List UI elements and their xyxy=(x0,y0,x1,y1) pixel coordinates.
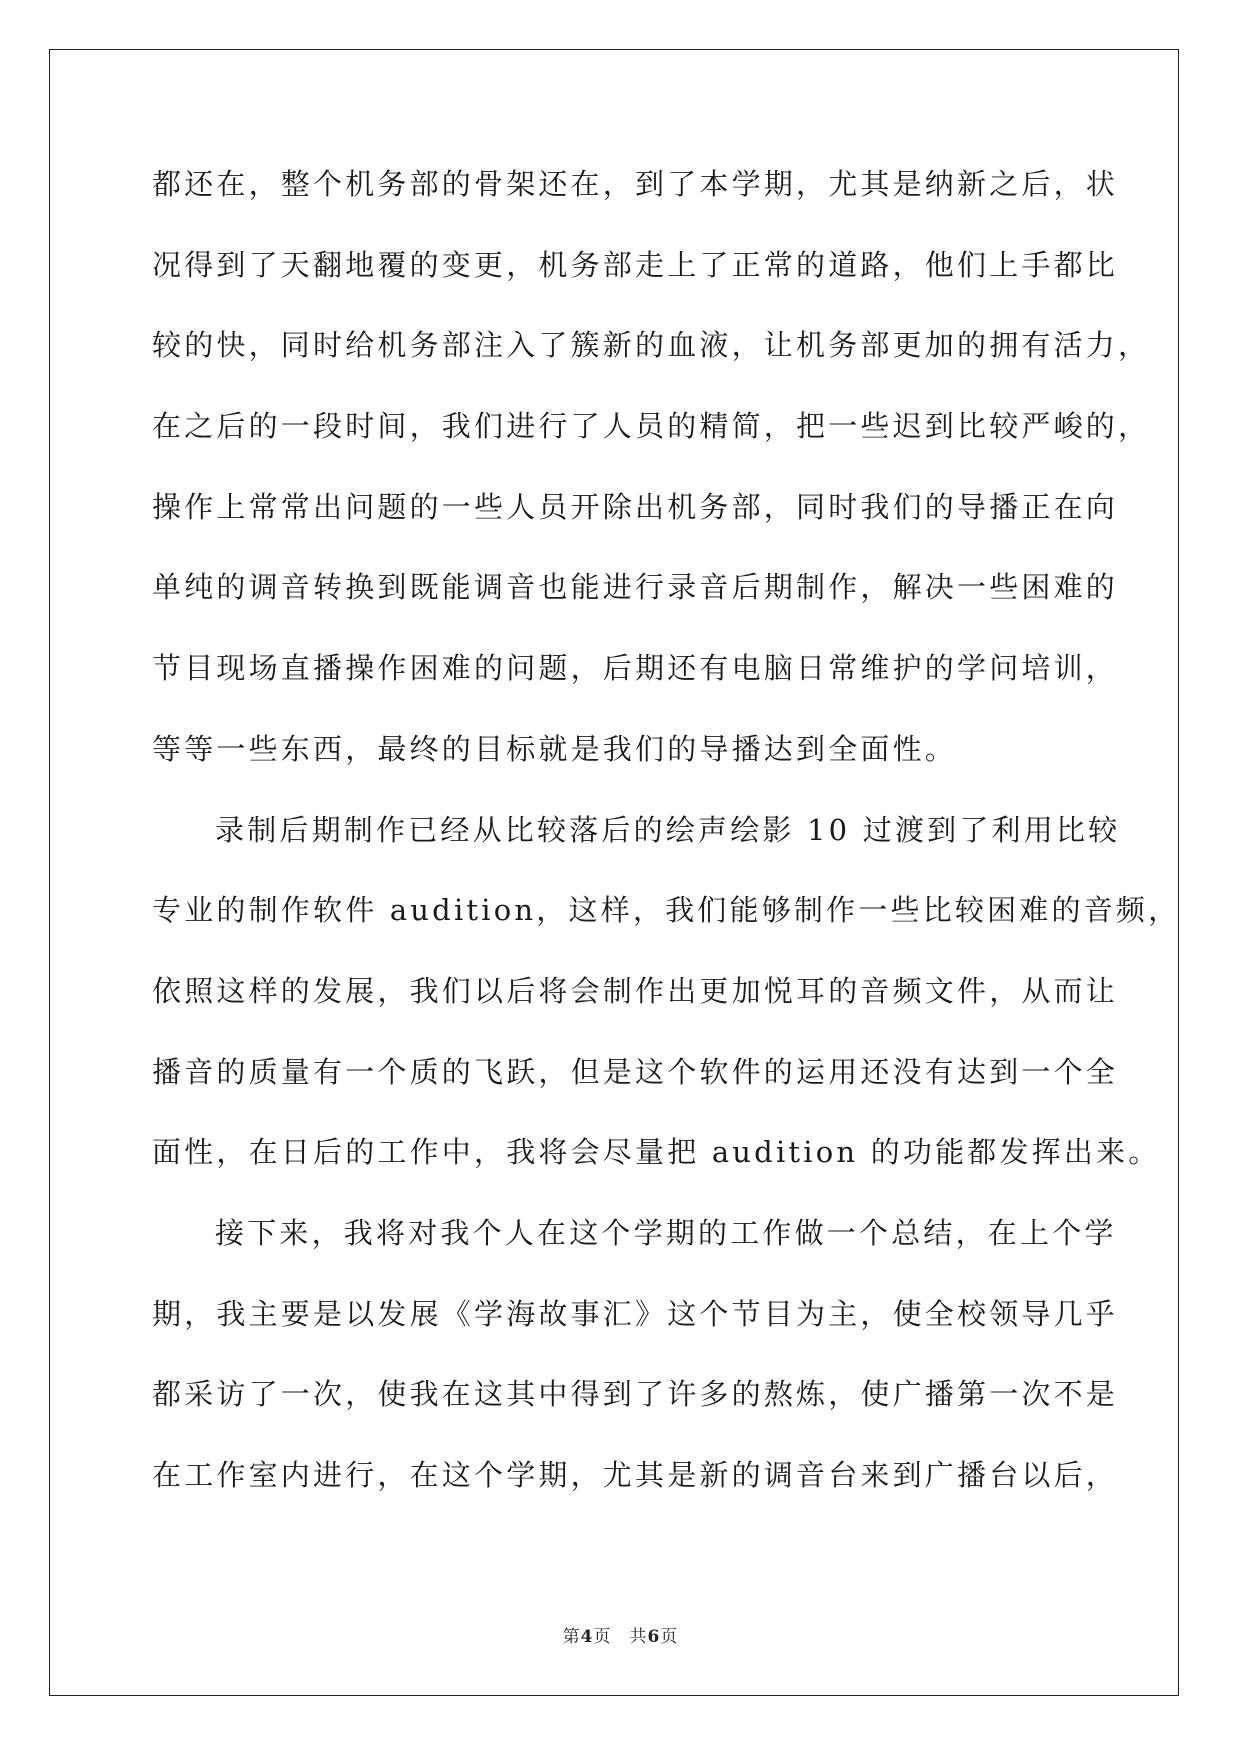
text-line: 面性，在日后的工作中，我将会尽量把 audition 的功能都发挥出来。 xyxy=(152,1135,1161,1170)
text-line: 况得到了天翻地覆的变更，机务部走上了正常的道路，他们上手都比 xyxy=(152,247,1119,282)
text-line: 录制后期制作已经从比较落后的绘声绘影 10 过渡到了利用比较 xyxy=(215,812,1121,847)
paragraph xyxy=(152,1207,1119,1530)
current-page-number: 4 xyxy=(580,1627,594,1647)
text-line: 节目现场直播操作困难的问题，后期还有电脑日常维护的学问培训， xyxy=(152,651,1119,686)
text-line: 较的快，同时给机务部注入了簇新的血液，让机务部更加的拥有活力， xyxy=(152,328,1151,363)
text-line: 专业的制作软件 audition，这样，我们能够制作一些比较困难的音频， xyxy=(152,893,1181,928)
text-line: 期，我主要是以发展《学海故事汇》这个节目为主，使全校领导几乎 xyxy=(152,1296,1119,1331)
text-line: 在之后的一段时间，我们进行了人员的精简，把一些迟到比较严峻的， xyxy=(152,409,1151,444)
text-line: 操作上常常出问题的一些人员开除出机务部，同时我们的导播正在向 xyxy=(152,489,1119,524)
text-line: 都还在，整个机务部的骨架还在，到了本学期，尤其是纳新之后，状 xyxy=(152,167,1119,201)
total-label-suffix: 页 xyxy=(660,1627,679,1647)
document-body xyxy=(152,158,1181,1530)
text-line: 单纯的调音转换到既能调音也能进行录音后期制作，解决一些困难的 xyxy=(152,570,1119,605)
total-page-number: 6 xyxy=(647,1627,661,1647)
text-line: 接下来，我将对我个人在这个学期的工作做一个总结，在上个学 xyxy=(215,1215,1117,1250)
page-footer xyxy=(0,1622,1241,1647)
text-line: 在工作室内进行，在这个学期，尤其是新的调音台来到广播台以后， xyxy=(152,1458,1119,1492)
page-label-suffix: 页 xyxy=(593,1627,612,1647)
paragraph xyxy=(152,804,1181,1207)
text-line: 播音的质量有一个质的飞跃，但是这个软件的运用还没有达到一个全 xyxy=(152,1054,1119,1089)
text-line: 依照这样的发展，我们以后将会制作出更加悦耳的音频文件，从而让 xyxy=(152,973,1119,1008)
page-label-prefix: 第 xyxy=(562,1627,581,1647)
total-label-prefix: 共 xyxy=(629,1627,648,1647)
text-line: 都采访了一次，使我在这其中得到了许多的熬炼，使广播第一次不是 xyxy=(152,1377,1119,1412)
paragraph xyxy=(152,158,1151,804)
text-line: 等等一些东西，最终的目标就是我们的导播达到全面性。 xyxy=(152,731,958,766)
